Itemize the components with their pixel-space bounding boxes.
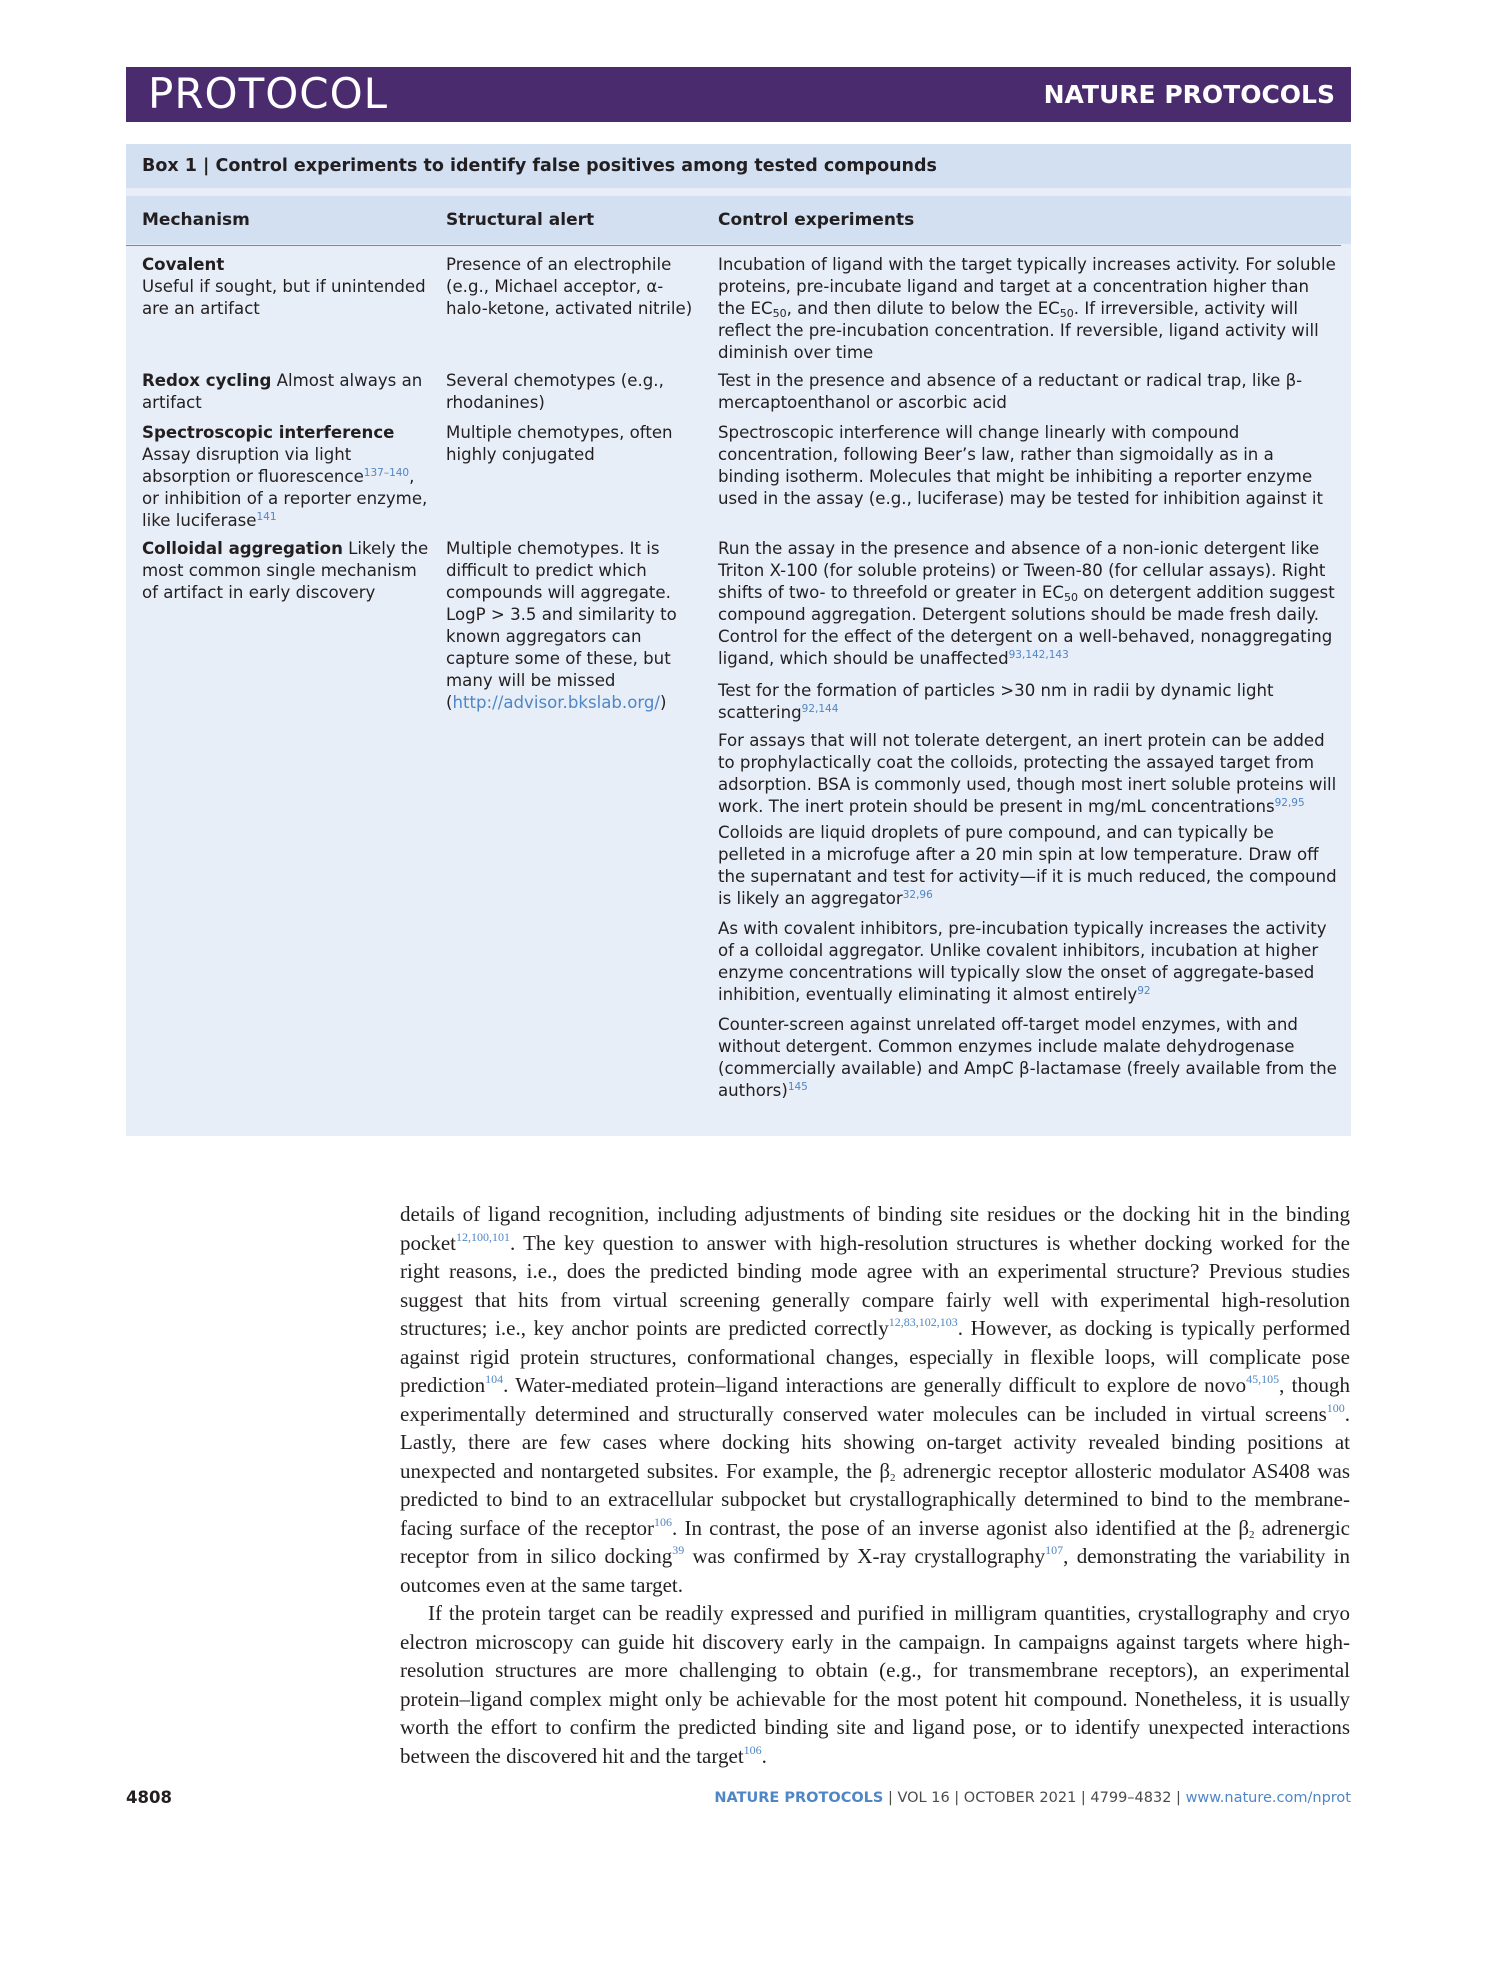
journal-name: NATURE PROTOCOLS: [1043, 80, 1335, 109]
row-colloidal-mechanism: Colloidal aggregation Likely the most common single mechanism of artifact in early discovery: [142, 539, 429, 602]
row-colloidal-control-6: Counter-screen against unrelated off-target model enzymes, with and without detergent. Common enzymes include malate dehydrogenase (commercially available) and AmpC β-lactamase (freely available from the authors)$^{145}$: [718, 1015, 1337, 1100]
table-header: [126, 196, 1351, 244]
row-covalent-alert: Presence of an electrophile (e.g., Michael acceptor, α-halo-ketone, activated nitrile): [446, 255, 693, 318]
section-label: PROTOCOL: [148, 69, 389, 118]
row-covalent-control: Incubation of ligand with the target typically increases activity. For soluble proteins, pre-incubate ligand and target at a concentration higher than the $EC_{50}$, and then dilute to below the $EC_{50}$. If irreversible, activity will reflect the pre-incubation concentration. If reversible, ligand activity will diminish over time: [718, 255, 1336, 362]
col-control-experiments: Control experiments: [718, 210, 915, 230]
row-covalent-mechanism: Covalent Useful if sought, but if unintended are an artifact: [142, 255, 426, 318]
row-spectroscopic-mechanism: Spectroscopic interference Assay disruption via light absorption or fluorescence$^{137-140}$, or inhibition of a reporter enzyme, like luciferase$^{141}$: [142, 423, 428, 530]
row-colloidal-control-5: As with covalent inhibitors, pre-incubation typically increases the activity of a colloidal aggregator. Unlike covalent inhibitors, incubation at higher enzyme concentrations will typically slow the onset of aggregate-based inhibition, eventually eliminating it almost entirely$^{92}$: [718, 919, 1327, 1004]
row-redox-mechanism: Redox cycling Almost always an artifact: [142, 371, 423, 412]
footer-journal: NATURE PROTOCOLS: [714, 1790, 884, 1806]
col-mechanism: Mechanism: [142, 210, 250, 230]
header-rule: [126, 245, 1341, 246]
paragraph-2: If the protein target can be readily expressed and purified in milligram quantities, crystallography and cryo electron microscopy can guide hit discovery early in the campaign. In campaigns against targets where high-resolution structures are more challenging to obtain (e.g., for transmembrane receptors), an experimental protein–ligand complex might only be achievable for the most potent hit compound. Nonetheless, it is usually worth the effort to confirm the predicted binding site and ligand pose, or to identify unexpected interactions between the discovered hit and the target$^{106}$.: [400, 1601, 1350, 1768]
page-number: 4808: [126, 1788, 172, 1807]
page-header: [126, 67, 1351, 122]
row-colloidal-alert: Multiple chemotypes. It is difficult to predict which compounds will aggregate. LogP > 3.5 and similarity to known aggregators can capture some of these, but many will be missed (http://advisor.bkslab.org/): [446, 539, 677, 712]
row-colloidal-control-1: Run the assay in the presence and absence of a non-ionic detergent like Triton X-100 (for soluble proteins) or Tween-80 (for cellular assays). Right shifts of two- to threefold or greater in $EC_{50}$ on detergent addition suggest compound aggregation. Detergent solutions should be made fresh daily. Control for the effect of the detergent on a well-behaved, nonaggregating ligand, which should be unaffected$^{93,142,143}$: [718, 539, 1335, 668]
body-text: [400, 1200, 1350, 1770]
row-colloidal-control-3: For assays that will not tolerate detergent, an inert protein can be added to prophylactically coat the colloids, protecting the assayed target from adsorption. BSA is commonly used, though most inert soluble proteins will work. The inert protein should be present in mg/mL concentrations$^{92,95}$: [718, 731, 1337, 816]
col-structural-alert: Structural alert: [446, 210, 595, 230]
row-spectroscopic-alert: Multiple chemotypes, often highly conjugated: [446, 423, 673, 464]
footer-citation: NATURE PROTOCOLS | VOL 16 | OCTOBER 2021 | 4799–4832 | www.nature.com/nprot: [714, 1790, 1351, 1806]
box-1: [126, 144, 1351, 1136]
row-redox-alert: Several chemotypes (e.g., rhodanines): [446, 371, 664, 412]
row-colloidal-control-2: Test for the formation of particles >30 nm in radii by dynamic light scattering$^{92,144}$: [718, 681, 1274, 722]
box-title: Box 1 | Control experiments to identify false positives among tested compounds: [126, 144, 1351, 188]
advisor-link[interactable]: http://advisor.bkslab.org/: [452, 693, 661, 712]
row-spectroscopic-control: Spectroscopic interference will change linearly with compound concentration, following Beer’s law, rather than sigmoidally as in a binding isotherm. Molecules that might be inhibiting a reporter enzyme used in the assay (e.g., luciferase) may be tested for inhibition against it: [718, 423, 1324, 508]
row-redox-control: Test in the presence and absence of a reductant or radical trap, like β-mercaptoenthanol or ascorbic acid: [718, 371, 1303, 412]
row-colloidal-control-4: Colloids are liquid droplets of pure compound, and can typically be pelleted in a microfuge after a 20 min spin at low temperature. Draw off the supernatant and test for activity—if it is much reduced, the compound is likely an aggregator$^{32,96}$: [718, 823, 1337, 908]
paragraph-1: details of ligand recognition, including adjustments of binding site residues or the docking hit in the binding pocket$^{12,100,101}$. The key question to answer with high-resolution structures is whether docking worked for the right reasons, i.e., does the predicted binding mode agree with an experimental structure? Previous studies suggest that hits from virtual screening generally compare fairly well with experimental high-resolution structures; i.e., key anchor points are predicted correctly$^{12,83,102,103}$. However, as docking is typically performed against rigid protein structures, conformational changes, especially in flexible loops, will complicate pose prediction$^{104}$. Water-mediated protein–ligand interactions are generally difficult to explore de novo$^{45,105}$, though experimentally determined and structurally conserved water molecules can be included in virtual screens$^{100}$. Lastly, there are few cases where docking hits showing on-target activity revealed binding positions at unexpected and nontargeted subsites. For example, the $\beta_2$ adrenergic receptor allosteric modulator AS408 was predicted to bind to an extracellular subpocket but crystallographically determined to bind to the membrane-facing surface of the receptor$^{106}$. In contrast, the pose of an inverse agonist also identified at the $\beta_2$ adrenergic receptor from in silico docking$^{39}$ was confirmed by X-ray crystallography$^{107}$, demonstrating the variability in outcomes even at the same target.: [400, 1202, 1351, 1597]
footer-url[interactable]: www.nature.com/nprot: [1185, 1790, 1351, 1806]
